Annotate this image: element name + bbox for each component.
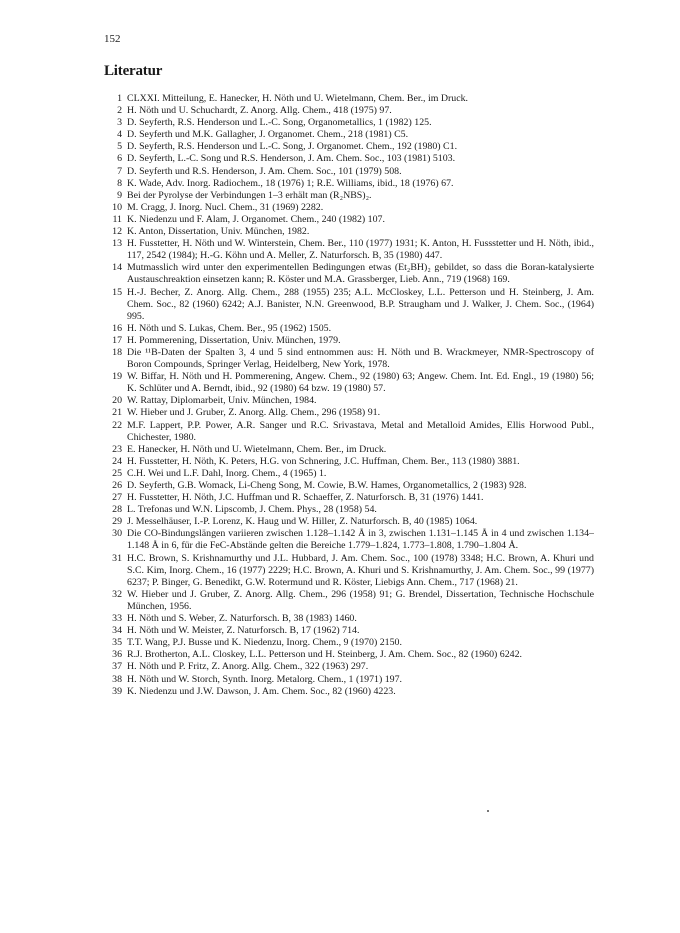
reference-number: 10 xyxy=(112,201,122,213)
reference-text: H. Fusstetter, H. Nöth, J.C. Huffman und R. Schaeffer, Z. Naturforsch. B, 31 (1976) 1441. xyxy=(127,492,484,504)
reference-item xyxy=(104,153,594,165)
reference-text: W. Biffar, H. Nöth und H. Pommerening, Angew. Chem., 92 (1980) 63; Angew. Chem. Int. Ed. Engl., 19 (1980) 56; K. Schlüter und A. Berndt, ibid., 92 (1980) 64 bzw. 19 (1980) 57. xyxy=(127,371,594,395)
reference-number: 6 xyxy=(117,153,122,165)
reference-text: H. Fusstetter, H. Nöth und W. Winterstein, Chem. Ber., 110 (1977) 1931; K. Anton, H. Fussstetter und H. Nöth, ibid., 117, 2542 (1984); H.-G. Köhn und A. Meller, Z. Naturforsch. B, 35 (1980) 447. xyxy=(127,238,594,262)
reference-text: W. Hieber und J. Gruber, Z. Anorg. Allg. Chem., 296 (1958) 91; G. Brendel, Dissertation, Technische Hochschule München, 1956. xyxy=(127,588,594,612)
reference-number: 34 xyxy=(112,625,122,637)
reference-item xyxy=(104,649,594,661)
reference-number: 5 xyxy=(117,141,122,153)
reference-item xyxy=(104,117,594,129)
reference-text: K. Wade, Adv. Inorg. Radiochem., 18 (1976) 1; R.E. Williams, ibid., 18 (1976) 67. xyxy=(127,177,454,189)
reference-text: W. Rattay, Diplomarbeit, Univ. München, 1984. xyxy=(127,395,317,407)
reference-number: 22 xyxy=(112,419,122,431)
page-number: 152 xyxy=(104,33,121,45)
reference-item xyxy=(104,93,594,105)
reference-number: 20 xyxy=(112,395,122,407)
reference-number: 37 xyxy=(112,661,122,673)
reference-number: 14 xyxy=(112,262,122,274)
reference-text: D. Seyferth, R.S. Henderson und L.-C. Song, Organometallics, 1 (1982) 125. xyxy=(127,117,432,129)
reference-number: 33 xyxy=(112,613,122,625)
reference-item xyxy=(104,686,594,698)
reference-text: Mutmasslich wird unter den experimentellen Bedingungen etwas (Et₂BH)₂ gebildet, so dass die Boran-katalysierte Austauschreaktion einsetzen kann; R. Köster und M.A. Grassberger, Lieb. Ann., 719 (1968) 169. xyxy=(127,262,594,286)
reference-item xyxy=(104,323,594,335)
reference-text: Bei der Pyrolyse der Verbindungen 1–3 erhält man (R₂NBS)₂. xyxy=(127,189,372,201)
reference-number: 31 xyxy=(112,552,122,564)
reference-item xyxy=(104,492,594,504)
reference-item xyxy=(104,637,594,649)
reference-number: 35 xyxy=(112,637,122,649)
reference-text: H. Nöth und S. Lukas, Chem. Ber., 95 (1962) 1505. xyxy=(127,322,332,334)
reference-number: 11 xyxy=(112,213,122,225)
reference-text: T.T. Wang, P.J. Busse und K. Niedenzu, Inorg. Chem., 9 (1970) 2150. xyxy=(127,637,402,649)
reference-text: K. Niedenzu und F. Alam, J. Organomet. Chem., 240 (1982) 107. xyxy=(127,213,385,225)
reference-text: C.H. Wei und L.F. Dahl, Inorg. Chem., 4 (1965) 1. xyxy=(127,467,327,479)
reference-text: H. Nöth und U. Schuchardt, Z. Anorg. Allg. Chem., 418 (1975) 97. xyxy=(127,105,392,117)
section-heading: Literatur xyxy=(104,63,163,79)
reference-text: E. Hanecker, H. Nöth und U. Wietelmann, Chem. Ber., im Druck. xyxy=(127,443,387,455)
reference-number: 32 xyxy=(112,588,122,600)
reference-number: 8 xyxy=(117,177,122,189)
reference-number: 21 xyxy=(112,407,122,419)
reference-number: 28 xyxy=(112,504,122,516)
reference-text: M.F. Lappert, P.P. Power, A.R. Sanger und R.C. Srivastava, Metal and Metalloid Amides, Ellis Horwood Publ., Chichester, 1980. xyxy=(127,419,594,443)
reference-text: D. Seyferth und M.K. Gallagher, J. Organomet. Chem., 218 (1981) C5. xyxy=(127,129,409,141)
reference-item xyxy=(104,407,594,419)
reference-text: H. Nöth und S. Weber, Z. Naturforsch. B, 38 (1983) 1460. xyxy=(127,613,357,625)
reference-item xyxy=(104,178,594,190)
reference-number: 36 xyxy=(112,649,122,661)
reference-text: D. Seyferth und R.S. Henderson, J. Am. Chem. Soc., 101 (1979) 508. xyxy=(127,165,402,177)
reference-item xyxy=(104,589,594,613)
reference-item xyxy=(104,468,594,480)
reference-item xyxy=(104,504,594,516)
reference-text: K. Anton, Dissertation, Univ. München, 1982. xyxy=(127,226,310,238)
reference-item xyxy=(104,105,594,117)
reference-item xyxy=(104,444,594,456)
reference-number: 24 xyxy=(112,455,122,467)
reference-item xyxy=(104,528,594,552)
reference-number: 12 xyxy=(112,226,122,238)
reference-number: 38 xyxy=(112,673,122,685)
reference-number: 15 xyxy=(112,286,122,298)
reference-item xyxy=(104,129,594,141)
reference-text: M. Cragg, J. Inorg. Nucl. Chem., 31 (1969) 2282. xyxy=(127,201,324,213)
reference-item xyxy=(104,141,594,153)
reference-text: K. Niedenzu und J.W. Dawson, J. Am. Chem. Soc., 82 (1960) 4223. xyxy=(127,685,396,697)
reference-text: H. Fusstetter, H. Nöth, K. Peters, H.G. von Schnering, J.C. Huffman, Chem. Ber., 113 (1980) 3881. xyxy=(127,455,520,467)
reference-item xyxy=(104,214,594,226)
reference-number: 18 xyxy=(112,346,122,358)
reference-item xyxy=(104,516,594,528)
reference-text: R.J. Brotherton, A.L. Closkey, L.L. Petterson und H. Steinberg, J. Am. Chem. Soc., 82 (1960) 6242. xyxy=(127,649,522,661)
reference-text: D. Seyferth, G.B. Womack, Li-Cheng Song, M. Cowie, B.W. Hames, Organometallics, 2 (1983) 928. xyxy=(127,480,527,491)
reference-item xyxy=(104,166,594,178)
reference-number: 7 xyxy=(117,165,122,177)
reference-text: Die CO-Bindungslängen variieren zwischen 1.128–1.142 Å in 3, zwischen 1.131–1.145 Å in 4 und zwischen 1.134–1.148 Å in 6, für die FeC-Abstände gelten die Bereiche 1.779–1.824, 1.773–1.808, 1.790–1.804 Å. xyxy=(127,528,594,552)
reference-text: H. Nöth und P. Fritz, Z. Anorg. Allg. Chem., 322 (1963) 297. xyxy=(127,661,369,673)
reference-number: 1 xyxy=(117,93,122,104)
reference-text: H. Nöth und W. Storch, Synth. Inorg. Metalorg. Chem., 1 (1971) 197. xyxy=(127,673,403,685)
reference-number: 19 xyxy=(112,371,122,383)
reference-number: 9 xyxy=(117,189,122,201)
reference-item xyxy=(104,613,594,625)
reference-text: D. Seyferth, L.-C. Song und R.S. Henderson, J. Am. Chem. Soc., 103 (1981) 5103. xyxy=(127,153,456,165)
reference-number: 13 xyxy=(112,238,122,250)
reference-item xyxy=(104,553,594,589)
reference-text: H.C. Brown, S. Krishnamurthy und J.L. Hubbard, J. Am. Chem. Soc., 100 (1978) 3348; H.C. Brown, A. Khuri und S.C. Kim, Inorg. Chem., 16 (1977) 2229; H.C. Brown, A. Khuri und S. Krishnamurthy, J. Am. Chem. Soc., 99 (1977) 6237; P. Binger, G. Benedikt, G.W. Rotermund und R. Köster, Liebigs Ann. Chem., 717 (1968) 21. xyxy=(127,552,594,588)
reference-text: H. Pommerening, Dissertation, Univ. München, 1979. xyxy=(127,334,341,346)
reference-text: W. Hieber und J. Gruber, Z. Anorg. Allg. Chem., 296 (1958) 91. xyxy=(127,407,381,419)
reference-item xyxy=(104,420,594,444)
reference-item xyxy=(104,190,594,202)
reference-number: 27 xyxy=(112,492,122,504)
reference-text: L. Trefonas und W.N. Lipscomb, J. Chem. Phys., 28 (1958) 54. xyxy=(127,504,377,516)
reference-text: J. Messelhäuser, I.-P. Lorenz, K. Haug und W. Hiller, Z. Naturforsch. B, 40 (1985) 1064. xyxy=(127,516,478,528)
reference-item xyxy=(104,371,594,395)
reference-text: H. Nöth und W. Meister, Z. Naturforsch. B, 17 (1962) 714. xyxy=(127,625,360,637)
reference-item xyxy=(104,335,594,347)
reference-text: H.-J. Becher, Z. Anorg. Allg. Chem., 288 (1955) 235; A.L. McCloskey, L.L. Petterson und H. Steinberg, J. Am. Chem. Soc., 82 (1960) 6242; A.J. Banister, N.N. Greenwood, B.P. Straugham und J. Walker, J. Chem. Soc., (1964) 995. xyxy=(127,286,594,322)
reference-item xyxy=(104,347,594,371)
reference-item xyxy=(104,625,594,637)
reference-item xyxy=(104,661,594,673)
reference-text: D. Seyferth, R.S. Henderson und L.-C. Song, J. Organomet. Chem., 192 (1980) C1. xyxy=(127,141,458,153)
reference-item xyxy=(104,287,594,323)
reference-number: 30 xyxy=(112,528,122,540)
reference-item xyxy=(104,262,594,286)
reference-number: 25 xyxy=(112,467,122,479)
reference-number: 23 xyxy=(112,443,122,455)
stray-mark xyxy=(487,810,489,812)
reference-number: 16 xyxy=(112,322,122,334)
reference-item xyxy=(104,456,594,468)
reference-number: 29 xyxy=(112,516,122,528)
reference-item xyxy=(104,202,594,214)
reference-item xyxy=(104,395,594,407)
reference-number: 26 xyxy=(112,480,122,491)
reference-item xyxy=(104,480,594,492)
reference-item xyxy=(104,674,594,686)
reference-number: 39 xyxy=(112,685,122,697)
reference-number: 2 xyxy=(117,105,122,117)
reference-list xyxy=(104,93,594,698)
reference-item xyxy=(104,238,594,262)
reference-number: 4 xyxy=(117,129,122,141)
reference-number: 3 xyxy=(117,117,122,129)
reference-text: CLXXI. Mitteilung, E. Hanecker, H. Nöth und U. Wietelmann, Chem. Ber., im Druck. xyxy=(127,93,469,104)
reference-text: Die ¹¹B-Daten der Spalten 3, 4 und 5 sind entnommen aus: H. Nöth und B. Wrackmeyer, NMR-Spectroscopy of Boron Compounds, Springer Verlag, Heidelberg, New York, 1978. xyxy=(127,346,594,371)
reference-number: 17 xyxy=(112,334,122,346)
reference-item xyxy=(104,226,594,238)
